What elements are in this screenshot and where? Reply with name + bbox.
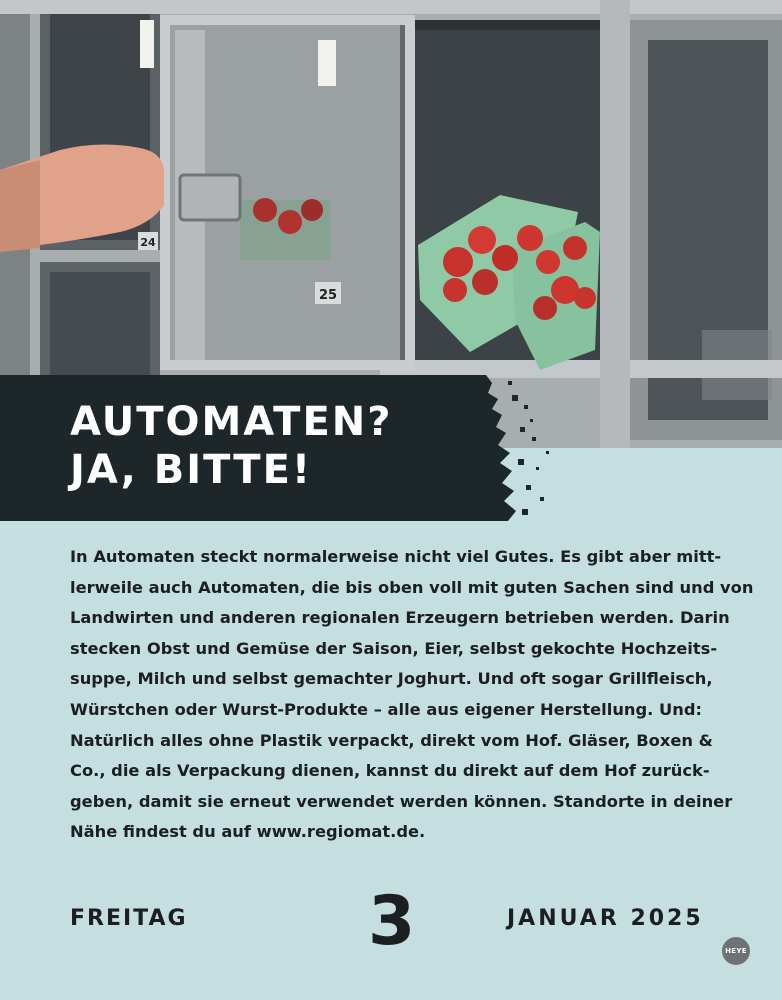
month-year-label: JANUAR 2025 (507, 906, 704, 931)
day-number: 3 (368, 882, 416, 961)
page-title (70, 398, 392, 494)
publisher-logo: HEYE (722, 937, 750, 965)
body-line: suppe, Milch und selbst gemachter Joghurt. Und oft sogar Grillfleisch, (70, 669, 713, 689)
door-handle (180, 175, 240, 220)
title-line-1: AUTOMATEN? (70, 399, 393, 445)
body-line: Natürlich alles ohne Plastik verpackt, direkt vom Hof. Gläser, Boxen & (70, 730, 713, 750)
body-paragraph (70, 542, 754, 848)
body-line: Landwirten und anderen regionalen Erzeugern betrieben werden. Darin (70, 608, 730, 628)
weekday-label: FREITAG (70, 906, 188, 931)
locker-number-24: 24 (140, 236, 156, 249)
title-line-2: JA, BITTE! (70, 447, 313, 493)
body-line: stecken Obst und Gemüse der Saison, Eier, selbst gekochte Hochzeits- (70, 638, 718, 658)
body-line: Würstchen oder Wurst-Produkte – alle aus eigener Herstellung. Und: (70, 699, 702, 719)
body-line: In Automaten steckt normalerweise nicht viel Gutes. Es gibt aber mitt- (70, 547, 722, 566)
grunge-edge-decoration (440, 375, 570, 521)
locker-number-25: 25 (318, 288, 338, 303)
body-line: Co., die als Verpackung dienen, kannst du direkt auf dem Hof zurück- (70, 761, 710, 781)
body-line: geben, damit sie erneut verwendet werden können. Standorte in deiner (70, 791, 733, 811)
body-line: lerweile auch Automaten, die bis oben voll mit guten Sachen sind und von (70, 577, 754, 597)
body-line: Nähe findest du auf www.regiomat.de. (70, 822, 426, 842)
